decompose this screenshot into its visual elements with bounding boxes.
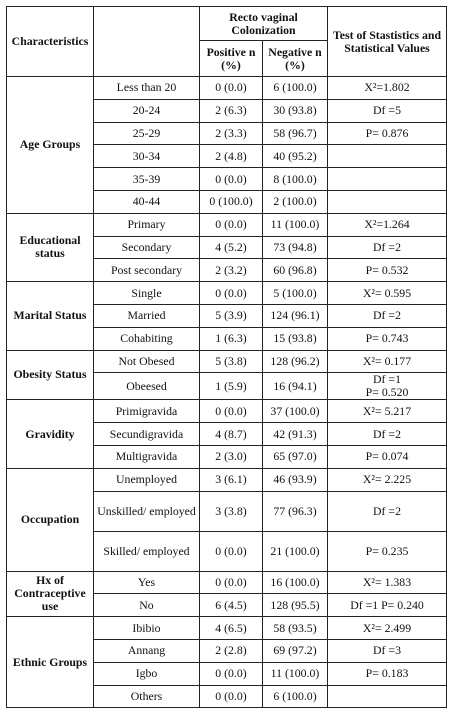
statistic-value: X²= 5.217 bbox=[328, 400, 447, 423]
group-name: Gravidity bbox=[7, 400, 94, 468]
positive-value: 6 (4.5) bbox=[200, 594, 263, 617]
header-test: Test of Stastistics and Statistical Values bbox=[328, 7, 447, 77]
negative-value: 46 (93.9) bbox=[263, 468, 328, 491]
negative-value: 58 (96.7) bbox=[263, 122, 328, 145]
negative-value: 77 (96.3) bbox=[263, 491, 328, 531]
positive-value: 0 (0.0) bbox=[200, 168, 263, 191]
negative-value: 73 (94.8) bbox=[263, 236, 328, 259]
positive-value: 2 (3.0) bbox=[200, 445, 263, 468]
row-label: 20-24 bbox=[94, 99, 200, 122]
row-label: Single bbox=[94, 282, 200, 305]
positive-value: 2 (6.3) bbox=[200, 99, 263, 122]
row-label: Skilled/ employed bbox=[94, 531, 200, 571]
table-row bbox=[7, 213, 447, 236]
table-row bbox=[7, 350, 447, 373]
header-negative: Negative n (%) bbox=[263, 41, 328, 77]
positive-value: 1 (6.3) bbox=[200, 327, 263, 350]
negative-value: 2 (100.0) bbox=[263, 190, 328, 213]
statistic-value: Df =2 bbox=[328, 236, 447, 259]
statistic-value: Df =3 bbox=[328, 639, 447, 662]
group-name: Educational status bbox=[7, 213, 94, 281]
negative-value: 37 (100.0) bbox=[263, 400, 328, 423]
header-colonization: Recto vaginal Colonization bbox=[200, 7, 328, 41]
positive-value: 0 (0.0) bbox=[200, 531, 263, 571]
group-name: Occupation bbox=[7, 468, 94, 571]
positive-value: 3 (3.8) bbox=[200, 491, 263, 531]
negative-value: 5 (100.0) bbox=[263, 282, 328, 305]
positive-value: 2 (3.2) bbox=[200, 259, 263, 282]
negative-value: 40 (95.2) bbox=[263, 145, 328, 168]
statistic-value: X²= 0.595 bbox=[328, 282, 447, 305]
negative-value: 30 (93.8) bbox=[263, 99, 328, 122]
negative-value: 16 (100.0) bbox=[263, 571, 328, 594]
negative-value: 6 (100.0) bbox=[263, 77, 328, 100]
positive-value: 0 (0.0) bbox=[200, 213, 263, 236]
positive-value: 0 (0.0) bbox=[200, 571, 263, 594]
positive-value: 4 (8.7) bbox=[200, 423, 263, 446]
statistic-value: P= 0.743 bbox=[328, 327, 447, 350]
negative-value: 11 (100.0) bbox=[263, 662, 328, 685]
statistic-value: Df =2 bbox=[328, 423, 447, 446]
header-blank bbox=[94, 7, 200, 77]
negative-value: 42 (91.3) bbox=[263, 423, 328, 446]
table-row bbox=[7, 571, 447, 594]
negative-value: 15 (93.8) bbox=[263, 327, 328, 350]
negative-value: 58 (93.5) bbox=[263, 617, 328, 640]
positive-value: 5 (3.9) bbox=[200, 304, 263, 327]
positive-value: 2 (3.3) bbox=[200, 122, 263, 145]
group-name: Ethnic Groups bbox=[7, 617, 94, 708]
positive-value: 0 (100.0) bbox=[200, 190, 263, 213]
row-label: Ibibio bbox=[94, 617, 200, 640]
statistic-value: X²= 1.383 bbox=[328, 571, 447, 594]
statistic-value: P= 0.532 bbox=[328, 259, 447, 282]
positive-value: 2 (4.8) bbox=[200, 145, 263, 168]
row-label: 35-39 bbox=[94, 168, 200, 191]
statistic-value bbox=[328, 168, 447, 191]
table-row bbox=[7, 400, 447, 423]
statistic-value: P= 0.235 bbox=[328, 531, 447, 571]
row-label: Yes bbox=[94, 571, 200, 594]
row-label: Primigravida bbox=[94, 400, 200, 423]
positive-value: 0 (0.0) bbox=[200, 662, 263, 685]
negative-value: 21 (100.0) bbox=[263, 531, 328, 571]
row-label: Primary bbox=[94, 213, 200, 236]
row-label: Multigravida bbox=[94, 445, 200, 468]
row-label: Not Obesed bbox=[94, 350, 200, 373]
statistic-value: P= 0.074 bbox=[328, 445, 447, 468]
row-label: 30-34 bbox=[94, 145, 200, 168]
negative-value: 124 (96.1) bbox=[263, 304, 328, 327]
row-label: 40-44 bbox=[94, 190, 200, 213]
row-label: Igbo bbox=[94, 662, 200, 685]
negative-value: 60 (96.8) bbox=[263, 259, 328, 282]
negative-value: 128 (95.5) bbox=[263, 594, 328, 617]
positive-value: 5 (3.8) bbox=[200, 350, 263, 373]
positive-value: 0 (0.0) bbox=[200, 77, 263, 100]
row-label: No bbox=[94, 594, 200, 617]
row-label: Post secondary bbox=[94, 259, 200, 282]
statistic-value: X²= 0.177 bbox=[328, 350, 447, 373]
row-label: 25-29 bbox=[94, 122, 200, 145]
negative-value: 6 (100.0) bbox=[263, 685, 328, 708]
table-row bbox=[7, 468, 447, 491]
statistic-value bbox=[328, 685, 447, 708]
statistic-value: P= 0.183 bbox=[328, 662, 447, 685]
row-label: Obeesed bbox=[94, 373, 200, 400]
row-label: Secundigravida bbox=[94, 423, 200, 446]
positive-value: 0 (0.0) bbox=[200, 400, 263, 423]
row-label: Annang bbox=[94, 639, 200, 662]
colonization-table bbox=[6, 6, 447, 708]
negative-value: 8 (100.0) bbox=[263, 168, 328, 191]
positive-value: 0 (0.0) bbox=[200, 282, 263, 305]
row-label: Less than 20 bbox=[94, 77, 200, 100]
positive-value: 0 (0.0) bbox=[200, 685, 263, 708]
statistic-value: Df =2 bbox=[328, 304, 447, 327]
header-positive: Positive n (%) bbox=[200, 41, 263, 77]
statistic-value: X²=1.264 bbox=[328, 213, 447, 236]
statistic-value: Df =2 bbox=[328, 491, 447, 531]
statistic-value: X²= 2.499 bbox=[328, 617, 447, 640]
negative-value: 128 (96.2) bbox=[263, 350, 328, 373]
statistic-value: Df =5 bbox=[328, 99, 447, 122]
row-label: Unemployed bbox=[94, 468, 200, 491]
row-label: Unskilled/ employed bbox=[94, 491, 200, 531]
group-name: Hx of Contraceptive use bbox=[7, 571, 94, 617]
row-label: Others bbox=[94, 685, 200, 708]
group-name: Marital Status bbox=[7, 282, 94, 350]
row-label: Married bbox=[94, 304, 200, 327]
positive-value: 3 (6.1) bbox=[200, 468, 263, 491]
row-label: Secondary bbox=[94, 236, 200, 259]
statistic-value: X²= 2.225 bbox=[328, 468, 447, 491]
table-row bbox=[7, 282, 447, 305]
statistic-value: X²=1.802 bbox=[328, 77, 447, 100]
positive-value: 2 (2.8) bbox=[200, 639, 263, 662]
row-label: Cohabiting bbox=[94, 327, 200, 350]
positive-value: 1 (5.9) bbox=[200, 373, 263, 400]
statistic-value: P= 0.876 bbox=[328, 122, 447, 145]
group-name: Obesity Status bbox=[7, 350, 94, 400]
group-name: Age Groups bbox=[7, 77, 94, 214]
table-row bbox=[7, 617, 447, 640]
negative-value: 16 (94.1) bbox=[263, 373, 328, 400]
statistic-value bbox=[328, 190, 447, 213]
table-body bbox=[7, 77, 447, 708]
statistic-value: Df =1 P= 0.520 bbox=[328, 373, 447, 400]
table-row bbox=[7, 77, 447, 100]
statistic-value bbox=[328, 145, 447, 168]
positive-value: 4 (5.2) bbox=[200, 236, 263, 259]
negative-value: 69 (97.2) bbox=[263, 639, 328, 662]
negative-value: 65 (97.0) bbox=[263, 445, 328, 468]
positive-value: 4 (6.5) bbox=[200, 617, 263, 640]
statistic-value: Df =1 P= 0.240 bbox=[328, 594, 447, 617]
negative-value: 11 (100.0) bbox=[263, 213, 328, 236]
header-characteristics: Characteristics bbox=[7, 7, 94, 77]
